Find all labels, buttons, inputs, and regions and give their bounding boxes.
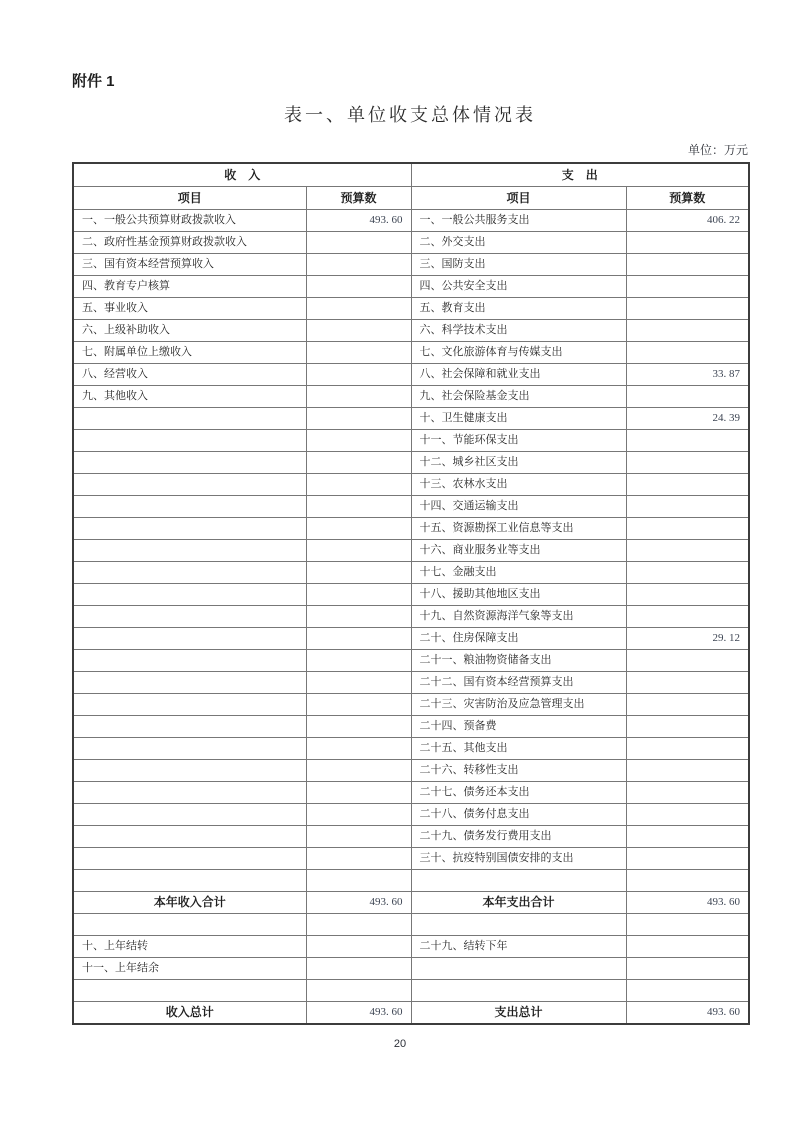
expense-value-cell bbox=[626, 298, 749, 320]
income-item-cell bbox=[73, 408, 306, 430]
income-item-cell bbox=[73, 452, 306, 474]
income-budget-col-header: 预算数 bbox=[306, 187, 411, 210]
expense-item-cell bbox=[411, 914, 626, 936]
expense-item-cell: 二十八、债务付息支出 bbox=[411, 804, 626, 826]
expense-value-cell bbox=[626, 870, 749, 892]
table-row bbox=[73, 958, 749, 980]
income-value-cell bbox=[306, 716, 411, 738]
expense-value-cell bbox=[626, 958, 749, 980]
income-item-cell: 三、国有资本经营预算收入 bbox=[73, 254, 306, 276]
income-item-cell bbox=[73, 496, 306, 518]
income-item-cell bbox=[73, 804, 306, 826]
expense-item-cell bbox=[411, 870, 626, 892]
income-item-cell bbox=[73, 650, 306, 672]
expense-item-cell: 十一、节能环保支出 bbox=[411, 430, 626, 452]
table-row bbox=[73, 320, 749, 342]
expense-item-cell: 七、文化旅游体育与传媒支出 bbox=[411, 342, 626, 364]
expense-item-cell: 二、外交支出 bbox=[411, 232, 626, 254]
income-value-cell bbox=[306, 914, 411, 936]
income-item-cell: 八、经营收入 bbox=[73, 364, 306, 386]
expense-value-cell bbox=[626, 914, 749, 936]
table-row bbox=[73, 474, 749, 496]
expense-value-cell bbox=[626, 540, 749, 562]
income-value-cell bbox=[306, 826, 411, 848]
table-row bbox=[73, 276, 749, 298]
expense-item-cell: 十五、资源勘探工业信息等支出 bbox=[411, 518, 626, 540]
table-row bbox=[73, 584, 749, 606]
income-value-cell bbox=[306, 276, 411, 298]
income-value-cell: 493. 60 bbox=[306, 210, 411, 232]
expense-item-cell: 十九、自然资源海洋气象等支出 bbox=[411, 606, 626, 628]
expense-item-cell: 二十一、粮油物资储备支出 bbox=[411, 650, 626, 672]
expense-item-cell: 九、社会保险基金支出 bbox=[411, 386, 626, 408]
table-row bbox=[73, 892, 749, 914]
income-value-cell bbox=[306, 496, 411, 518]
income-item-cell bbox=[73, 826, 306, 848]
income-value-cell bbox=[306, 254, 411, 276]
expense-item-cell: 四、公共安全支出 bbox=[411, 276, 626, 298]
income-value-cell bbox=[306, 782, 411, 804]
expense-item-cell: 二十、住房保障支出 bbox=[411, 628, 626, 650]
table-row bbox=[73, 232, 749, 254]
table-row bbox=[73, 738, 749, 760]
expense-value-cell bbox=[626, 232, 749, 254]
expense-value-cell bbox=[626, 760, 749, 782]
expense-value-cell bbox=[626, 386, 749, 408]
income-value-cell bbox=[306, 936, 411, 958]
expense-item-cell: 二十四、预备费 bbox=[411, 716, 626, 738]
table-row bbox=[73, 254, 749, 276]
income-value-cell bbox=[306, 848, 411, 870]
table-row bbox=[73, 342, 749, 364]
income-value-cell bbox=[306, 804, 411, 826]
expense-value-cell bbox=[626, 584, 749, 606]
table-row bbox=[73, 848, 749, 870]
table-row bbox=[73, 562, 749, 584]
expense-item-cell: 十二、城乡社区支出 bbox=[411, 452, 626, 474]
income-value-cell bbox=[306, 738, 411, 760]
expense-value-cell: 493. 60 bbox=[626, 1002, 749, 1025]
table-row bbox=[73, 870, 749, 892]
income-item-cell: 收入总计 bbox=[73, 1002, 306, 1025]
table-row bbox=[73, 518, 749, 540]
income-value-cell bbox=[306, 584, 411, 606]
expense-value-cell bbox=[626, 716, 749, 738]
income-item-cell bbox=[73, 694, 306, 716]
expense-value-cell bbox=[626, 848, 749, 870]
income-value-cell bbox=[306, 232, 411, 254]
attachment-label: 附件 1 bbox=[72, 73, 115, 90]
income-value-cell: 493. 60 bbox=[306, 892, 411, 914]
expense-item-cell: 六、科学技术支出 bbox=[411, 320, 626, 342]
table-row bbox=[73, 540, 749, 562]
table-row bbox=[73, 1002, 749, 1025]
income-value-cell bbox=[306, 430, 411, 452]
income-value-cell bbox=[306, 650, 411, 672]
document-page bbox=[72, 70, 748, 1025]
income-item-cell bbox=[73, 518, 306, 540]
income-value-cell bbox=[306, 364, 411, 386]
expense-item-cell: 十四、交通运输支出 bbox=[411, 496, 626, 518]
income-item-cell: 十一、上年结余 bbox=[73, 958, 306, 980]
income-item-cell bbox=[73, 848, 306, 870]
expense-value-cell bbox=[626, 562, 749, 584]
expense-item-cell: 三十、抗疫特别国债安排的支出 bbox=[411, 848, 626, 870]
table-row bbox=[73, 430, 749, 452]
expense-value-cell bbox=[626, 650, 749, 672]
table-row bbox=[73, 628, 749, 650]
expense-item-cell bbox=[411, 958, 626, 980]
expense-item-cell: 二十九、债务发行费用支出 bbox=[411, 826, 626, 848]
income-value-cell bbox=[306, 694, 411, 716]
income-item-cell: 本年收入合计 bbox=[73, 892, 306, 914]
income-value-cell bbox=[306, 628, 411, 650]
table-row bbox=[73, 496, 749, 518]
table-row bbox=[73, 408, 749, 430]
expense-value-cell bbox=[626, 452, 749, 474]
expense-item-cell: 二十九、结转下年 bbox=[411, 936, 626, 958]
income-item-cell: 二、政府性基金预算财政拨款收入 bbox=[73, 232, 306, 254]
income-item-cell: 七、附属单位上缴收入 bbox=[73, 342, 306, 364]
section-header-row bbox=[73, 163, 749, 187]
income-value-cell: 493. 60 bbox=[306, 1002, 411, 1025]
expense-value-cell: 24. 39 bbox=[626, 408, 749, 430]
unit-note: 单位：万元 bbox=[687, 143, 748, 157]
expense-value-cell: 493. 60 bbox=[626, 892, 749, 914]
expense-item-cell: 五、教育支出 bbox=[411, 298, 626, 320]
income-item-cell bbox=[73, 562, 306, 584]
expense-value-cell bbox=[626, 474, 749, 496]
table-row bbox=[73, 386, 749, 408]
expense-item-col-header: 项目 bbox=[411, 187, 626, 210]
income-item-cell bbox=[73, 628, 306, 650]
expense-item-cell bbox=[411, 980, 626, 1002]
expense-budget-col-header: 预算数 bbox=[626, 187, 749, 210]
expense-item-cell: 一、一般公共服务支出 bbox=[411, 210, 626, 232]
income-item-cell bbox=[73, 540, 306, 562]
expense-value-cell bbox=[626, 804, 749, 826]
income-value-cell bbox=[306, 452, 411, 474]
table-row bbox=[73, 694, 749, 716]
expense-value-cell bbox=[626, 276, 749, 298]
expense-value-cell bbox=[626, 606, 749, 628]
table-row bbox=[73, 650, 749, 672]
income-section-header: 收 入 bbox=[73, 163, 411, 187]
table-row bbox=[73, 980, 749, 1002]
income-item-cell: 十、上年结转 bbox=[73, 936, 306, 958]
income-item-cell bbox=[73, 760, 306, 782]
expense-value-cell bbox=[626, 782, 749, 804]
expense-section-header: 支 出 bbox=[411, 163, 749, 187]
expense-value-cell bbox=[626, 826, 749, 848]
table-row bbox=[73, 760, 749, 782]
table-row bbox=[73, 452, 749, 474]
table-row bbox=[73, 782, 749, 804]
income-item-cell: 五、事业收入 bbox=[73, 298, 306, 320]
income-item-cell: 六、上级补助收入 bbox=[73, 320, 306, 342]
income-item-cell bbox=[73, 914, 306, 936]
expense-item-cell: 十三、农林水支出 bbox=[411, 474, 626, 496]
income-value-cell bbox=[306, 540, 411, 562]
table-row bbox=[73, 914, 749, 936]
expense-value-cell bbox=[626, 936, 749, 958]
income-value-cell bbox=[306, 562, 411, 584]
income-value-cell bbox=[306, 870, 411, 892]
table-row bbox=[73, 804, 749, 826]
income-item-cell bbox=[73, 980, 306, 1002]
page-title: 表一、单位收支总体情况表 bbox=[284, 105, 536, 125]
income-item-cell bbox=[73, 606, 306, 628]
income-item-cell: 四、教育专户核算 bbox=[73, 276, 306, 298]
income-item-cell: 九、其他收入 bbox=[73, 386, 306, 408]
expense-value-cell: 33. 87 bbox=[626, 364, 749, 386]
table-row bbox=[73, 672, 749, 694]
budget-table bbox=[72, 162, 750, 1025]
expense-item-cell: 二十五、其他支出 bbox=[411, 738, 626, 760]
expense-value-cell bbox=[626, 342, 749, 364]
expense-item-cell: 三、国防支出 bbox=[411, 254, 626, 276]
income-value-cell bbox=[306, 474, 411, 496]
income-value-cell bbox=[306, 320, 411, 342]
income-value-cell bbox=[306, 386, 411, 408]
expense-item-cell: 十七、金融支出 bbox=[411, 562, 626, 584]
income-value-cell bbox=[306, 298, 411, 320]
expense-value-cell: 406. 22 bbox=[626, 210, 749, 232]
income-value-cell bbox=[306, 672, 411, 694]
table-row bbox=[73, 936, 749, 958]
income-item-cell bbox=[73, 870, 306, 892]
income-item-cell: 一、一般公共预算财政拨款收入 bbox=[73, 210, 306, 232]
expense-item-cell: 十六、商业服务业等支出 bbox=[411, 540, 626, 562]
expense-value-cell bbox=[626, 738, 749, 760]
income-value-cell bbox=[306, 958, 411, 980]
expense-value-cell bbox=[626, 430, 749, 452]
income-item-cell bbox=[73, 716, 306, 738]
income-value-cell bbox=[306, 342, 411, 364]
income-item-cell bbox=[73, 672, 306, 694]
expense-value-cell bbox=[626, 672, 749, 694]
table-row bbox=[73, 716, 749, 738]
table-header bbox=[73, 163, 749, 210]
income-item-cell bbox=[73, 430, 306, 452]
expense-item-cell: 本年支出合计 bbox=[411, 892, 626, 914]
expense-item-cell: 支出总计 bbox=[411, 1002, 626, 1025]
table-row bbox=[73, 606, 749, 628]
expense-value-cell bbox=[626, 980, 749, 1002]
income-item-col-header: 项目 bbox=[73, 187, 306, 210]
income-value-cell bbox=[306, 980, 411, 1002]
column-header-row bbox=[73, 187, 749, 210]
expense-item-cell: 十、卫生健康支出 bbox=[411, 408, 626, 430]
table-row bbox=[73, 298, 749, 320]
page-number: 20 bbox=[393, 1038, 407, 1050]
expense-item-cell: 二十六、转移性支出 bbox=[411, 760, 626, 782]
expense-item-cell: 二十三、灾害防治及应急管理支出 bbox=[411, 694, 626, 716]
expense-value-cell bbox=[626, 320, 749, 342]
expense-item-cell: 八、社会保障和就业支出 bbox=[411, 364, 626, 386]
expense-value-cell bbox=[626, 254, 749, 276]
table-row bbox=[73, 826, 749, 848]
income-value-cell bbox=[306, 760, 411, 782]
table-body bbox=[73, 210, 749, 1025]
income-value-cell bbox=[306, 408, 411, 430]
expense-item-cell: 十八、援助其他地区支出 bbox=[411, 584, 626, 606]
expense-value-cell bbox=[626, 694, 749, 716]
income-item-cell bbox=[73, 738, 306, 760]
expense-item-cell: 二十二、国有资本经营预算支出 bbox=[411, 672, 626, 694]
income-item-cell bbox=[73, 782, 306, 804]
expense-value-cell bbox=[626, 496, 749, 518]
table-row bbox=[73, 210, 749, 232]
income-item-cell bbox=[73, 584, 306, 606]
expense-item-cell: 二十七、债务还本支出 bbox=[411, 782, 626, 804]
income-value-cell bbox=[306, 518, 411, 540]
expense-value-cell: 29. 12 bbox=[626, 628, 749, 650]
income-item-cell bbox=[73, 474, 306, 496]
expense-value-cell bbox=[626, 518, 749, 540]
table-row bbox=[73, 364, 749, 386]
income-value-cell bbox=[306, 606, 411, 628]
